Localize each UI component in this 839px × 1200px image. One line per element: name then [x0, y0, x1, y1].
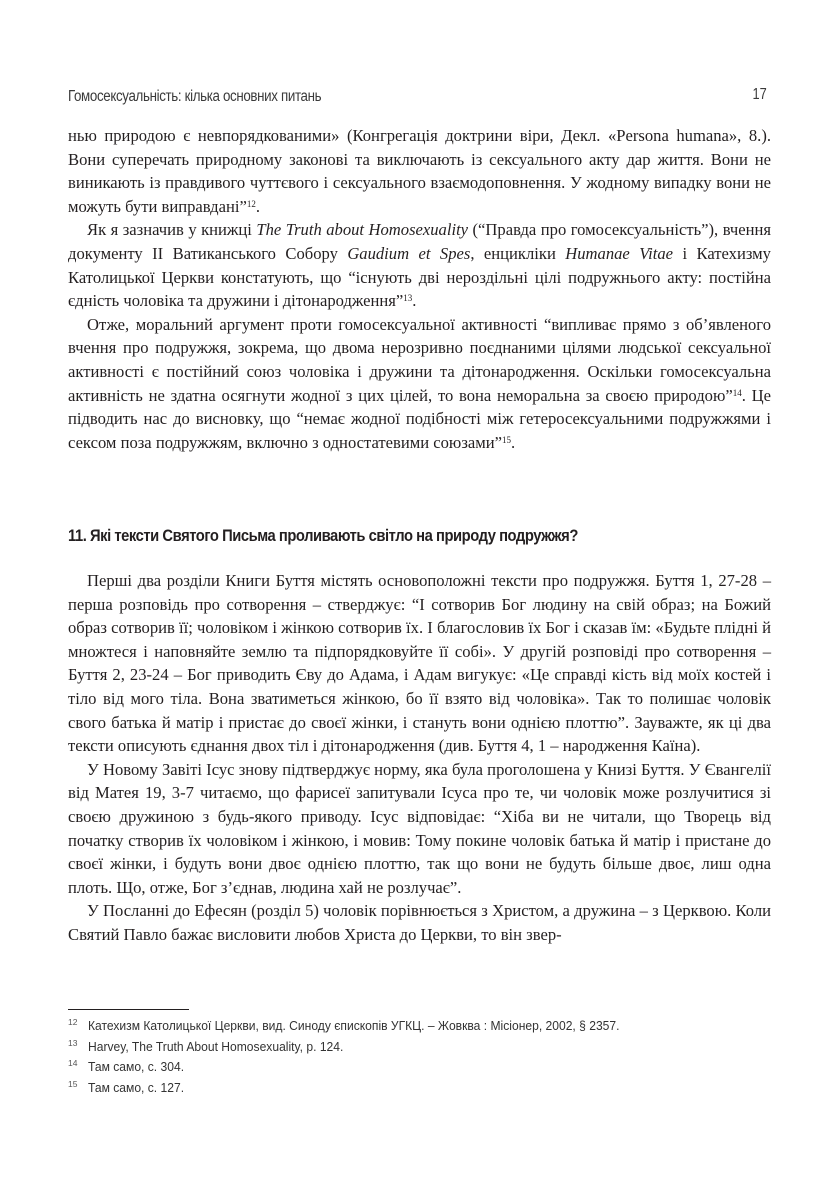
footnote-number: 12	[68, 1017, 78, 1027]
paragraph: У Новому Завіті Ісус знову підтверджує норму, яка була проголошена у Книзі Буття. У Євангелії від Матея 19, 3-7 читаємо, що фарисеї запитували Ісуса про те, чи чоловік може розлучитися зі своєю дружиною з будь-якого приводу. Ісус відповідає: “Хіба ви не читали, що Творець від початку створив їх чоловіком і жінкою, і мовив: Тому покине чоловік батька й матір і пристане до своєї жінки, і будуть вони двоє однією плоттю, так що вони не будуть більше двоє, лиш одна плоть. Що, отже, Бог з’єднав, людина хай не розлучає”.	[68, 759, 771, 897]
book-title: The Truth about Homosexuality	[256, 220, 469, 240]
footnote-ref[interactable]: 15	[502, 434, 511, 445]
footnote-text: Там само, с. 127.	[88, 1079, 185, 1095]
paragraph: Отже, моральний аргумент проти гомосексуальної активності “випливає прямо з об’явленого вчення про подружжя, зокрема, що двома нерозривно поєднаними цілями людської сексуальної активності є постійний союз чоловіка і дружини та дітонародження. Оскільки гомосексуальна активність не здатна осягнути жодної з цих цілей, то вона неморальна за своєю природою”$^{14}$. Це підводить нас до висновку, що “немає жодної подібності між гетеросексуальними подружжями і сексом поза подружжям, включно з одностатевими союзами”$^{15}$.	[68, 314, 771, 452]
footnote-text: Harvey, The Truth About Homosexuality, p. 124.	[88, 1038, 344, 1054]
paragraph: нью природою є невпорядкованими» (Конгрегація доктрини віри, Декл. «Persona humana», 8.). Вони суперечать природному законові та виключають із сексуального акту дар життя. Вони не виникають із правдивого чуттєвого і сексуального взаємодоповнення. У жодному випадку вони не можуть бути виправдані”$^{12}$.	[68, 126, 771, 216]
paragraph: Як я зазначив у книжці The Truth about Homosexuality (“Правда про гомосексуальність”), вчення документу II Ватиканського Собору Gaudium et Spes, енцикліки Humanae Vitae і Катехизму Католицької Церкви констатують, що “існують дві нероздільні цілі подружнього акту: постійна єдність чоловіка та дружини і дітонародження”$^{13}$.	[68, 220, 771, 311]
footnote-number: 13	[68, 1037, 78, 1048]
footnote-text: Там само, с. 304.	[88, 1059, 185, 1074]
document-title: Gaudium et Spes	[347, 243, 471, 263]
paragraph: Перші два розділи Книги Буття містять основоположні тексти про подружжя. Буття 1, 27-28 – перша розповідь про сотворення – стверджує: “І сотворив Бог людину на свій образ; на Божий образ сотворив її; чоловіком і жінкою сотворив їх. І благословив їх Бог і сказав їм: «Будьте плідні й множтеся і наповняйте землю та підпорядковуйте її собі». У другій розповіді про сотворення – Буття 2, 23-24 – Бог приводить Єву до Адама, і Адам вигукує: «Це справді кість від моїх костей і тіло від мого тіла. Вона зватиметься жінкою, бо її взято від чоловіка». Так то полишає чоловік свого батька й матір і пристає до своєї жінки, і стануть вони однією плоттю”. Зауважте, як ці два тексти описують єднання двох тіл і дітонародження (див. Буття 4, 1 – народження Каїна).	[68, 571, 771, 756]
body-block-2	[68, 569, 771, 947]
footnotes	[68, 1016, 771, 1098]
footnote-item	[68, 1057, 771, 1078]
section-heading: 11. Які тексти Святого Письма проливають світло на природу подружжя?	[68, 527, 578, 545]
footnote-divider	[68, 1009, 189, 1010]
page-number: 17	[752, 86, 767, 103]
footnote-item	[68, 1016, 771, 1037]
encyclical-title: Humanae Vitae	[565, 243, 674, 263]
footnote-item	[68, 1078, 771, 1099]
paragraph: У Посланні до Ефесян (розділ 5) чоловік порівнюється з Христом, а дружина – з Церквою. Коли Святий Павло бажає висловити любов Христа до Церкви, то він звер-	[68, 901, 771, 944]
running-head-title: Гомосексуальність: кілька основних питань	[68, 88, 322, 105]
footnote-number: 14	[68, 1058, 78, 1068]
footnote-ref[interactable]: 12	[246, 198, 256, 209]
footnote-ref[interactable]: 14	[732, 387, 742, 398]
body-block-1	[68, 124, 771, 454]
footnote-item	[68, 1037, 771, 1058]
footnote-ref[interactable]: 13	[403, 293, 413, 304]
footnote-text: Катехизм Католицької Церкви, вид. Синоду єпископів УГКЦ. – Жовква : Місіонер, 2002, § 2357.	[88, 1018, 620, 1033]
footnote-number: 15	[68, 1078, 78, 1089]
